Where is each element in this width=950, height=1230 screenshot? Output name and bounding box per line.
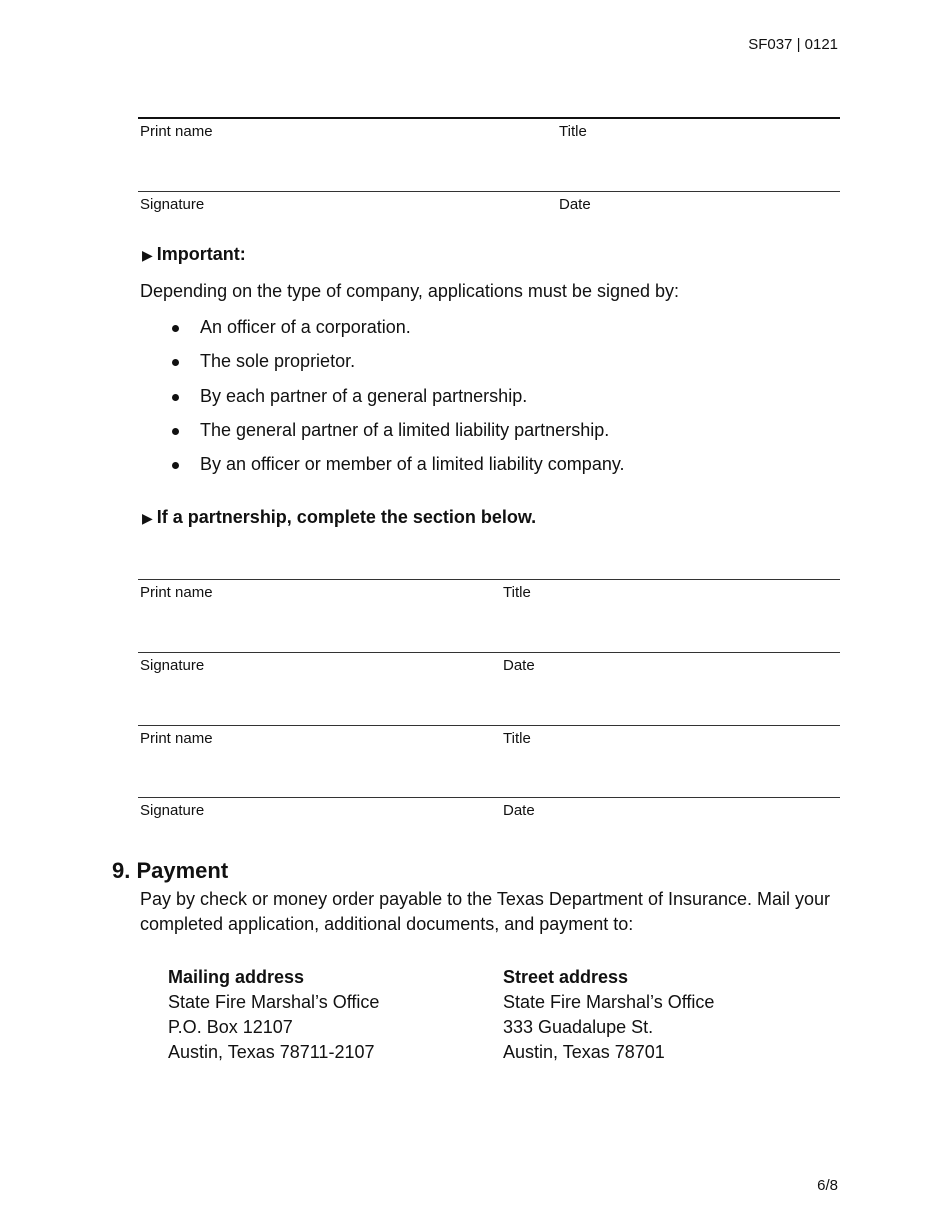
important-heading: ▶ Important: bbox=[142, 244, 246, 264]
mailing-address-line2: P.O. Box 12107 bbox=[168, 1017, 293, 1037]
street-address-line1: State Fire Marshal’s Office bbox=[503, 992, 715, 1012]
mailing-address bbox=[168, 965, 379, 1065]
list-item: An officer of a corporation. bbox=[168, 317, 625, 351]
print-name-label: Print name bbox=[140, 123, 213, 140]
street-address bbox=[503, 965, 714, 1065]
partner1-print-name-label: Print name bbox=[140, 584, 213, 601]
list-item: By each partner of a general partnership. bbox=[168, 386, 625, 420]
signature-line-print-name bbox=[138, 117, 840, 119]
partner1-line-print-name bbox=[138, 579, 840, 580]
partner2-date-label: Date bbox=[503, 802, 535, 819]
signature-line-signature bbox=[138, 191, 840, 192]
mailing-address-line1: State Fire Marshal’s Office bbox=[168, 992, 380, 1012]
bullet-icon bbox=[172, 325, 179, 332]
bullet-icon bbox=[172, 428, 179, 435]
partner1-title-label: Title bbox=[503, 584, 531, 601]
partner1-date-label: Date bbox=[503, 657, 535, 674]
date-label: Date bbox=[559, 196, 591, 213]
partner2-line-signature bbox=[138, 797, 840, 798]
partner2-print-name-label: Print name bbox=[140, 730, 213, 747]
payment-section-title: 9. Payment bbox=[112, 858, 229, 883]
important-intro: Depending on the type of company, applications must be signed by: bbox=[140, 281, 680, 301]
bullet-icon bbox=[172, 462, 179, 469]
play-arrow-icon: ▶ bbox=[142, 510, 153, 526]
bullet-icon bbox=[172, 359, 179, 366]
payment-instructions: Pay by check or money order payable to the Texas Department of Insurance. Mail your completed application, additional documents, and payment to: bbox=[140, 889, 831, 934]
mailing-address-heading: Mailing address bbox=[168, 967, 305, 987]
page-number: 6/8 bbox=[817, 1177, 838, 1194]
partner2-title-label: Title bbox=[503, 730, 531, 747]
street-address-line2: 333 Guadalupe St. bbox=[503, 1017, 654, 1037]
form-code: SF037 | 0121 bbox=[748, 36, 838, 53]
list-item: The general partner of a limited liability partnership. bbox=[168, 420, 625, 454]
partner1-line-signature bbox=[138, 652, 840, 653]
list-item: The sole proprietor. bbox=[168, 351, 625, 385]
street-address-line3: Austin, Texas 78701 bbox=[503, 1042, 665, 1062]
partnership-heading: ▶ If a partnership, complete the section below. bbox=[142, 507, 537, 527]
list-item: By an officer or member of a limited liability company. bbox=[168, 454, 625, 488]
partner2-line-print-name bbox=[138, 725, 840, 726]
signer-list bbox=[168, 317, 625, 488]
partner2-signature-label: Signature bbox=[140, 802, 205, 819]
mailing-address-line3: Austin, Texas 78711-2107 bbox=[168, 1042, 375, 1062]
title-label: Title bbox=[559, 123, 587, 140]
play-arrow-icon: ▶ bbox=[142, 247, 153, 263]
bullet-icon bbox=[172, 394, 179, 401]
partner1-signature-label: Signature bbox=[140, 657, 205, 674]
street-address-heading: Street address bbox=[503, 967, 629, 987]
signature-label: Signature bbox=[140, 196, 205, 213]
